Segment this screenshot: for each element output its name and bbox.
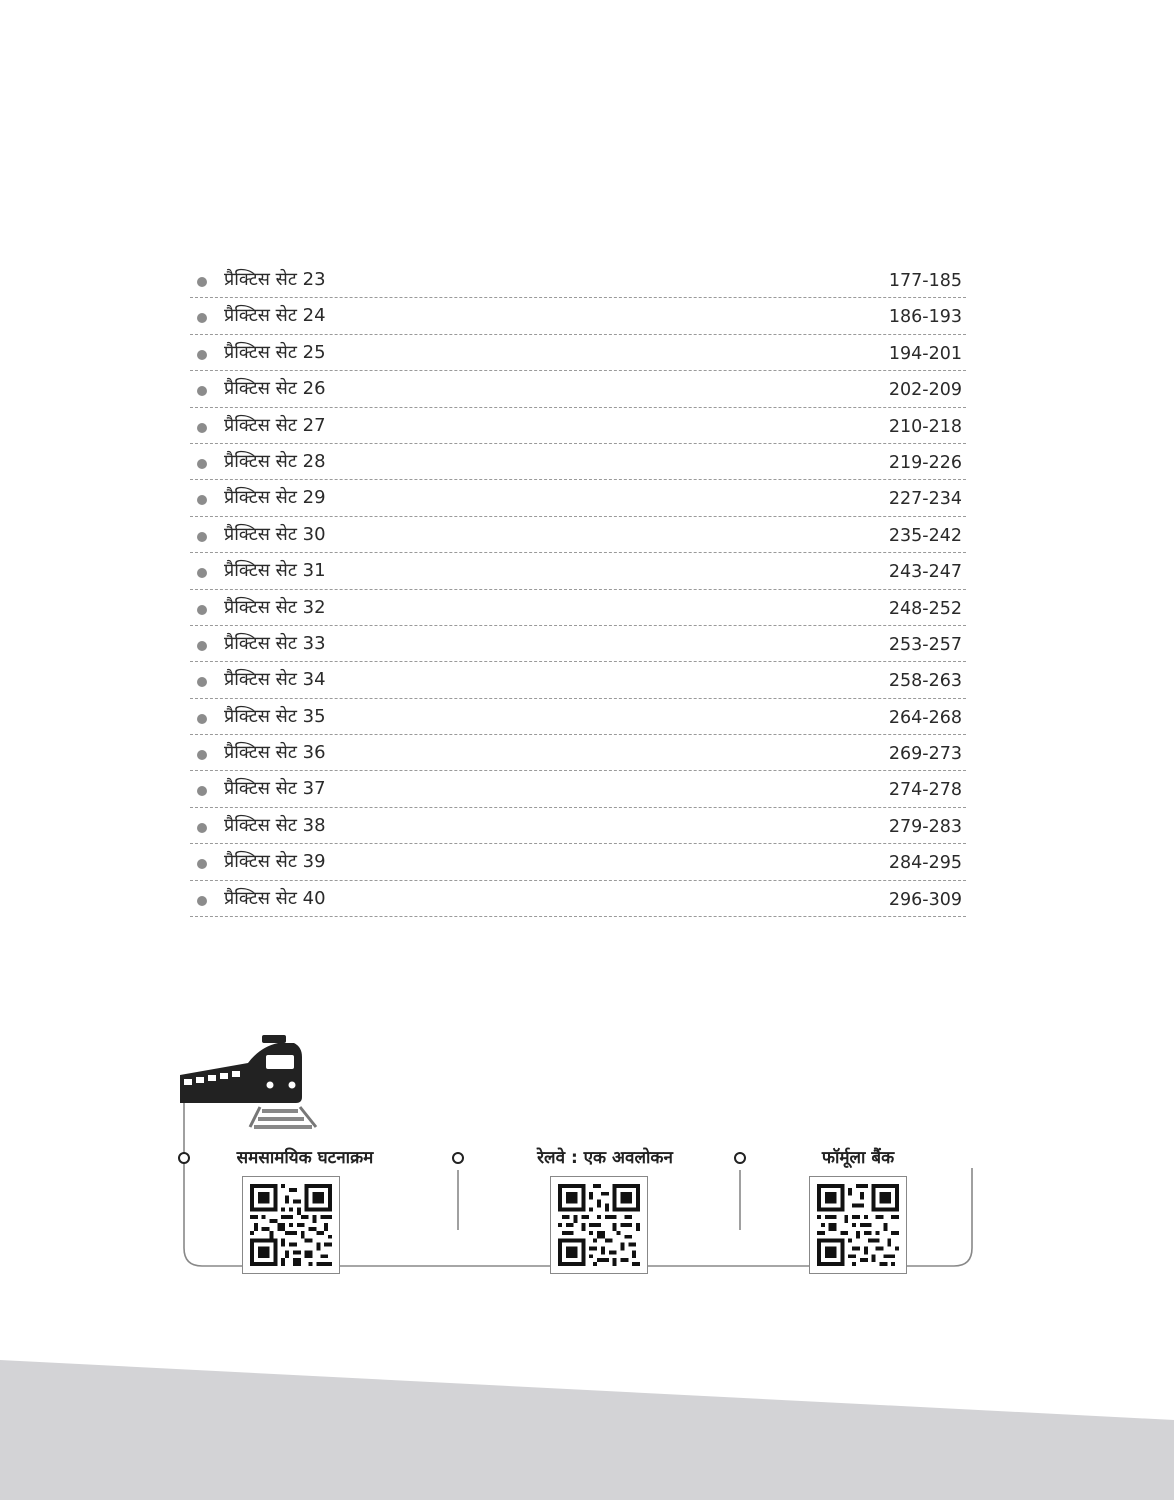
toc-label: प्रैक्टिस सेट 28: [224, 450, 326, 472]
qr-code-current-affairs[interactable]: [242, 1176, 340, 1274]
toc-label: प्रैक्टिस सेट 38: [224, 814, 326, 836]
toc-pages: 248-252: [888, 598, 962, 619]
toc-label: प्रैक्टिस सेट 31: [224, 560, 326, 582]
bullet-icon: [197, 605, 207, 615]
qr-code-icon: [250, 1184, 332, 1266]
bullet-icon: [197, 750, 207, 760]
toc-pages: 253-257: [888, 634, 962, 655]
toc-pages: 235-242: [888, 525, 962, 546]
bullet-icon: [197, 714, 207, 724]
toc-pages: 264-268: [888, 707, 962, 728]
toc-pages: 219-226: [888, 452, 962, 473]
toc-label: प्रैक्टिस सेट 29: [224, 487, 326, 509]
toc-row[interactable]: [190, 408, 966, 444]
train-icon: [178, 1035, 328, 1135]
toc-label: प्रैक्टिस सेट 37: [224, 778, 326, 800]
toc-label: प्रैक्टिस सेट 30: [224, 523, 326, 545]
toc-row[interactable]: [190, 699, 966, 735]
toc-label: प्रैक्टिस सेट 36: [224, 742, 326, 764]
toc-pages: 202-209: [888, 380, 962, 401]
toc-row[interactable]: [190, 808, 966, 844]
qr-code-icon: [558, 1184, 640, 1266]
toc-label: प्रैक्टिस सेट 32: [224, 596, 326, 618]
bullet-icon: [197, 823, 207, 833]
toc-row[interactable]: [190, 626, 966, 662]
toc-row[interactable]: [190, 881, 966, 917]
toc-pages: 186-193: [888, 307, 962, 328]
bullet-icon: [197, 495, 207, 505]
toc-pages: 194-201: [888, 343, 962, 364]
bullet-icon: [197, 568, 207, 578]
qr-code-formula-bank[interactable]: [809, 1176, 907, 1274]
bullet-icon: [197, 786, 207, 796]
bullet-icon: [197, 532, 207, 542]
toc-pages: 243-247: [888, 562, 962, 583]
toc-label: प्रैक्टिस सेट 27: [224, 414, 326, 436]
toc-row[interactable]: [190, 298, 966, 334]
toc-label: प्रैक्टिस सेट 25: [224, 341, 326, 363]
toc-label: प्रैक्टिस सेट 39: [224, 851, 326, 873]
bullet-icon: [197, 350, 207, 360]
qr-title-current-affairs: समसामयिक घटनाक्रम: [236, 1148, 374, 1168]
toc-pages: 227-234: [888, 489, 962, 510]
table-of-contents: [190, 262, 966, 917]
toc-row[interactable]: [190, 262, 966, 298]
bullet-icon: [197, 277, 207, 287]
toc-label: प्रैक्टिस सेट 34: [224, 669, 326, 691]
toc-row[interactable]: [190, 480, 966, 516]
bullet-icon: [197, 859, 207, 869]
toc-row[interactable]: [190, 735, 966, 771]
toc-pages: 274-278: [888, 780, 962, 801]
toc-row[interactable]: [190, 771, 966, 807]
toc-row[interactable]: [190, 553, 966, 589]
toc-pages: 269-273: [888, 744, 962, 765]
toc-row[interactable]: [190, 662, 966, 698]
toc-pages: 177-185: [888, 271, 962, 291]
toc-pages: 210-218: [888, 416, 962, 437]
toc-row[interactable]: [190, 371, 966, 407]
toc-label: प्रैक्टिस सेट 35: [224, 705, 326, 727]
bullet-icon: [197, 386, 207, 396]
toc-label: प्रैक्टिस सेट 40: [224, 887, 326, 909]
toc-row[interactable]: [190, 844, 966, 880]
toc-pages: 284-295: [888, 853, 962, 874]
toc-label: प्रैक्टिस सेट 23: [224, 269, 326, 290]
qr-resources-panel: [0, 1030, 1174, 1290]
qr-title-formula-bank: फॉर्मूला बैंक: [821, 1148, 895, 1168]
toc-pages: 279-283: [888, 816, 962, 837]
toc-row[interactable]: [190, 335, 966, 371]
bullet-icon: [197, 313, 207, 323]
toc-pages: 258-263: [888, 671, 962, 692]
qr-code-railway-overview[interactable]: [550, 1176, 648, 1274]
bullet-icon: [197, 896, 207, 906]
bullet-icon: [197, 641, 207, 651]
toc-row[interactable]: [190, 517, 966, 553]
toc-label: प्रैक्टिस सेट 26: [224, 378, 326, 400]
toc-row[interactable]: [190, 590, 966, 626]
toc-label: प्रैक्टिस सेट 24: [224, 305, 326, 327]
toc-row[interactable]: [190, 444, 966, 480]
bullet-icon: [197, 459, 207, 469]
toc-label: प्रैक्टिस सेट 33: [224, 632, 326, 654]
bullet-icon: [197, 423, 207, 433]
bullet-icon: [197, 677, 207, 687]
qr-title-railway-overview: रेलवे : एक अवलोकन: [537, 1148, 673, 1168]
qr-code-icon: [817, 1184, 899, 1266]
toc-pages: 296-309: [888, 889, 962, 910]
